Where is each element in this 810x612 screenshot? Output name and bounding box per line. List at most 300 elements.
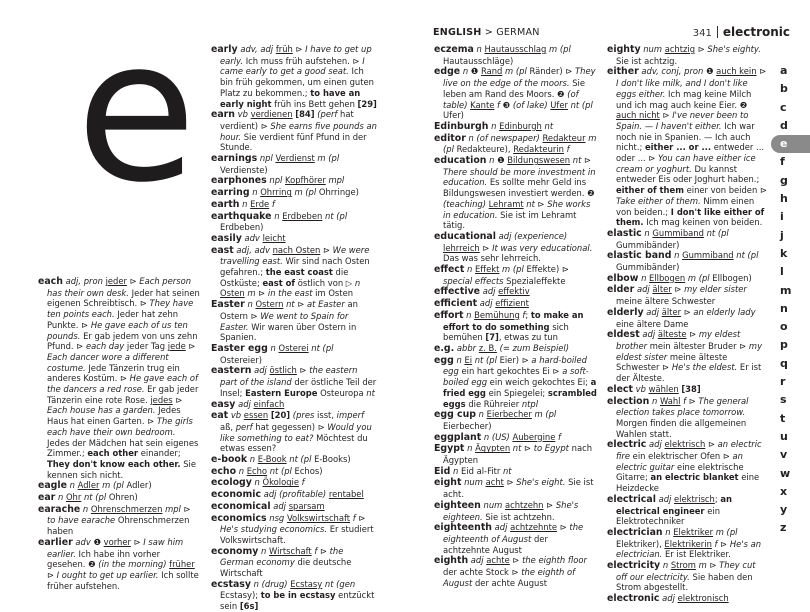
dictionary-entry — [434, 443, 597, 465]
entry-headword: eggplant — [434, 431, 482, 443]
entry-text: [20] — [270, 410, 291, 421]
entry-text: nt — [322, 210, 337, 221]
page-number: 341 — [692, 28, 712, 39]
entry-text: sich bemühen — [443, 321, 569, 343]
entry-text: ❶ — [703, 66, 717, 77]
entry-text: auch nicht — [616, 110, 660, 121]
entry-text: ⊳ I've never been to Spain. — I haven't either. — [616, 110, 749, 131]
entry-text: (pl — [336, 210, 348, 221]
entry-text: (pl — [717, 227, 729, 238]
entry-text: n — [354, 277, 361, 288]
entry-text: Ohrenschmerzen — [90, 503, 163, 514]
entry-headword: election — [607, 395, 650, 407]
dictionary-entry — [211, 343, 377, 365]
entry-text: Verdienste) — [220, 164, 268, 175]
language-arrow: > — [484, 27, 493, 38]
entry-text: Jedes Haus hat einen Garten. — [47, 405, 181, 427]
dictionary-entry — [211, 44, 377, 109]
entry-text: to make an effort to do something — [443, 309, 584, 332]
entry-text: to have an early night — [220, 87, 361, 109]
entry-column-1 — [38, 276, 200, 591]
index-letter-j: j — [780, 228, 784, 242]
entry-headword: elbow — [607, 272, 639, 284]
entry-text: Echo — [246, 465, 268, 476]
entry-text: Ostereier) — [220, 354, 262, 365]
entry-text: nt ⊳ She works in education. — [443, 198, 591, 220]
entry-text: [29] — [357, 98, 377, 109]
entry-text: n — [242, 198, 248, 209]
entry-text: adv, conj, pron — [641, 66, 704, 77]
entry-text: entweder ... oder ... — [616, 142, 765, 164]
dictionary-entry — [38, 480, 200, 492]
entry-text: n — [249, 454, 256, 465]
entry-text: ⊳ He's the eldest. — [662, 362, 738, 373]
entry-text: ⊳ each day — [76, 341, 125, 352]
entry-text: ⊳ a soft-boiled egg — [443, 366, 589, 388]
entry-headword: eighteen — [434, 499, 481, 511]
dictionary-entry — [434, 500, 597, 522]
dictionary-entry — [434, 555, 597, 588]
entry-text: n — [274, 210, 280, 221]
entry-text: nach Ägypten — [443, 443, 592, 466]
entry-text: Ägypten — [475, 443, 511, 454]
entry-headword: ecology — [211, 477, 252, 489]
dictionary-entry — [607, 560, 767, 593]
entry-text: Jeder hat seinen eigenen Schreibtisch. — [47, 287, 200, 309]
entry-headword: egg — [434, 354, 454, 366]
dictionary-entry — [434, 66, 597, 121]
entry-text: lehrreich — [443, 242, 480, 253]
entry-text: Osteuropa — [317, 387, 367, 398]
entry-text: Lehramt — [488, 198, 524, 209]
entry-text: ⊳ I have to get up early. — [220, 44, 372, 66]
dictionary-entry — [607, 273, 767, 285]
entry-text: ⊳ the eighth floor — [512, 555, 587, 566]
entry-text: Rand — [480, 66, 503, 77]
entry-text: vorher — [103, 536, 131, 547]
entry-text: (perf — [317, 109, 338, 120]
entry-text: vb — [237, 109, 248, 120]
entry-text: Möchtest du etwas essen? — [220, 432, 368, 454]
guide-word: electronic — [722, 25, 790, 39]
entry-headword: Eid — [434, 465, 451, 477]
dictionary-entry — [607, 384, 767, 396]
entry-text: vb — [230, 410, 242, 421]
entry-headword: e.g. — [434, 342, 455, 354]
entry-text: ein Elektrotechniker — [616, 505, 721, 527]
entry-text: ⊳ an electric guitar — [616, 451, 743, 472]
entry-headword: ecstasy — [211, 578, 251, 590]
entry-text: ⊳ my elder sister — [674, 284, 747, 295]
entry-text: Echos) — [291, 465, 323, 476]
entry-text: Osten — [220, 288, 245, 299]
entry-text: der achtzehnte August — [443, 533, 548, 555]
entry-text: ⊳ The girls each have their own bedroom. — [47, 416, 193, 437]
entry-text: Ich mag keine Milch und ich mag auch keine Eier. ❷ — [616, 88, 752, 110]
entry-text: ❸ — [500, 99, 513, 110]
entry-text: nt — [503, 465, 512, 476]
entry-text: n — [674, 250, 680, 261]
entry-text: Wir waren über Ostern in Spanien. — [220, 321, 357, 343]
entry-text: adv, adj — [240, 44, 274, 54]
entry-text: nt — [472, 354, 486, 365]
entry-text: Sie ist achtzig. — [616, 55, 678, 66]
entry-text: adv — [244, 232, 260, 243]
entry-text: Sie kennen sich nicht. — [47, 458, 197, 480]
entry-text: die Rühreier — [465, 398, 522, 409]
entry-text: nsg — [269, 512, 285, 523]
index-letter-h: h — [780, 192, 788, 206]
entry-text: ⊳ the eighteenth of August — [443, 522, 584, 544]
entry-headword: e-book — [211, 454, 248, 466]
entry-text: ⊳ She's eighteen. — [443, 499, 579, 522]
entry-headword: eight — [434, 477, 462, 489]
entry-text: adj (profitable) — [263, 489, 327, 500]
entry-text: ⊳ They have ten points each. — [47, 298, 194, 320]
index-letter-k: k — [780, 246, 788, 260]
entry-text: n — [491, 120, 497, 131]
entry-headword: earnings — [211, 153, 258, 165]
entry-text: adj — [494, 522, 508, 533]
entry-text: Kante — [470, 99, 495, 110]
entry-text: [6s] — [239, 601, 259, 612]
entry-headword: efficient — [434, 298, 478, 310]
entry-text: isst, — [314, 410, 337, 421]
entry-text: (pl — [747, 250, 759, 261]
entry-headword: effective — [434, 286, 481, 298]
dictionary-entry — [607, 228, 767, 250]
dictionary-entry — [211, 233, 377, 245]
entry-text: f — [555, 431, 562, 442]
entry-text: adj, pron — [65, 276, 103, 286]
dictionary-entry — [211, 199, 377, 211]
entry-text: nt — [267, 465, 281, 476]
entry-text: f — [299, 477, 305, 488]
entry-text: Ufer) — [443, 110, 464, 121]
entry-text: nt — [322, 578, 337, 589]
entry-text: Ich sollte früher aufstehen. — [47, 569, 199, 591]
entry-text: einer von beiden — [683, 185, 760, 196]
entry-text: Ohren) — [106, 492, 138, 503]
dictionary-entry — [434, 409, 597, 431]
entry-headword: either — [607, 66, 639, 78]
entry-headword: ear — [38, 492, 56, 504]
entry-text: Gummibänder) — [616, 262, 680, 273]
index-letter-e: e — [771, 135, 810, 153]
entry-text: ⊳ I saw him earlier. — [47, 536, 184, 559]
entry-text: (pl — [515, 66, 527, 77]
entry-text: n — [238, 465, 245, 476]
dictionary-entry — [434, 155, 597, 231]
dictionary-entry — [434, 298, 597, 310]
entry-headword: each — [38, 276, 63, 287]
entry-headword: Easter — [211, 299, 245, 311]
entry-text: m — [291, 187, 306, 198]
entry-text: n — [456, 354, 462, 365]
entry-text: n — [254, 477, 260, 488]
entry-text: adj — [254, 365, 267, 376]
dictionary-entry — [38, 276, 200, 480]
entry-text: meine ältere Schwester — [616, 296, 716, 307]
entry-headword: electrical — [607, 493, 656, 505]
entry-text: num — [483, 499, 503, 510]
dictionary-entry — [434, 44, 597, 66]
entry-text: nt — [703, 227, 718, 238]
entry-text: ⊳ I came early to get a good seat. — [220, 55, 365, 77]
entry-text: Spezialeffekte — [503, 275, 566, 286]
entry-text: ⊳ an elderly lady — [683, 306, 756, 317]
entry-text: ⊳ my eldest sister — [616, 340, 763, 362]
index-letter-b: b — [780, 82, 788, 96]
entry-text: [38] — [681, 383, 701, 394]
entry-text: älter — [661, 306, 682, 317]
entry-text: Volkswirtschaft — [286, 512, 351, 523]
entry-text: npl — [259, 153, 273, 164]
entry-text: früh — [275, 44, 293, 54]
page-header — [693, 25, 790, 39]
dictionary-entry — [434, 231, 597, 264]
entry-text: n — [453, 465, 459, 476]
entry-text: Effekte) — [523, 264, 562, 275]
dictionary-entry — [211, 187, 377, 199]
index-letter-z: z — [780, 521, 787, 535]
entry-text: (pl — [581, 99, 593, 110]
entry-text: östlich von ▷ — [295, 277, 355, 288]
entry-text: ⊳ a hard-boiled egg — [443, 354, 587, 377]
dictionary-entry — [607, 307, 767, 329]
entry-text: ⊳ He gave each of the dancers a red rose. — [47, 373, 198, 395]
entry-text: Ich muss früh aufstehen. — [243, 55, 353, 66]
entry-text: ; — [525, 309, 531, 320]
entry-text: adv — [75, 536, 91, 547]
entry-headword: electrician — [607, 526, 663, 538]
dictionary-entry — [211, 454, 377, 466]
entry-text: Eastern Europe — [245, 387, 318, 398]
index-letter-d: d — [780, 118, 788, 132]
entry-text: Gummiband — [682, 250, 734, 261]
entry-text: (pres — [292, 410, 315, 421]
entry-text: Erdbeben) — [220, 222, 264, 233]
entry-text: adj — [662, 593, 675, 604]
entry-text: (pl — [322, 342, 334, 353]
header-divider — [717, 26, 718, 38]
entry-text: m — [99, 480, 113, 491]
dictionary-entry — [434, 286, 597, 298]
entry-text: (pl — [559, 44, 571, 54]
entry-text: mpl ⊳ to have earache — [47, 503, 191, 526]
index-letter-v: v — [780, 448, 788, 462]
entry-text: Ecstasy — [290, 578, 323, 589]
entry-text: elektronisch — [677, 593, 729, 604]
entry-headword: electricity — [607, 560, 661, 572]
entry-text: m — [685, 272, 699, 283]
entry-text: n — [665, 526, 671, 537]
entry-text: früher — [169, 559, 195, 570]
entry-text: ⊳ special effects — [443, 264, 569, 286]
entry-headword: Edinburgh — [434, 120, 489, 132]
entry-text: (gen — [336, 578, 356, 589]
entry-headword: early — [211, 44, 238, 55]
dictionary-entry — [211, 501, 377, 513]
entry-text: nach Osten — [272, 244, 321, 255]
index-letter-n: n — [780, 301, 788, 315]
entry-text: n — [489, 155, 495, 166]
index-letter-f: f — [780, 155, 785, 169]
entry-text: hat gegessen) — [252, 421, 318, 432]
entry-text: die Ostküste; — [220, 267, 349, 288]
entry-text: mpl — [325, 175, 345, 186]
entry-text: wählen — [648, 383, 679, 394]
entry-text: ⊳ the eastern part of the island — [220, 365, 358, 388]
entry-text: Wahl — [659, 395, 681, 406]
entry-text: nt — [286, 454, 301, 465]
entry-text: E-Books) — [311, 454, 351, 465]
entry-text: I don't like either of them. — [616, 206, 765, 228]
entry-text: essen — [243, 410, 269, 421]
entry-text: n — [57, 492, 64, 503]
entry-text: n — [641, 272, 647, 283]
entry-text: n — [261, 545, 267, 556]
dictionary-entry — [607, 66, 767, 228]
entry-text: (pl — [485, 354, 497, 365]
entry-text: (of lake) — [512, 99, 548, 110]
entry-text: (teaching) — [443, 198, 486, 209]
entry-text: achtzehnte — [510, 522, 558, 533]
entry-text: adj — [642, 329, 656, 340]
entry-headword: education — [434, 155, 487, 167]
entry-text: Ellbogen) — [709, 272, 752, 283]
entry-text: der östliche Teil der Insel; — [220, 377, 377, 398]
dictionary-entry — [211, 399, 377, 411]
entry-text: rentabel — [328, 489, 364, 500]
entry-text: Nimm einen von beiden.; — [616, 195, 755, 217]
index-letter-u: u — [780, 429, 788, 443]
entry-text: Jede Tänzerin trug ein anderes Kostüm. — [47, 362, 180, 384]
entry-headword: elderly — [607, 306, 644, 318]
entry-text: achte — [486, 555, 510, 566]
entry-text: f ⊳ The general election takes place tomorrow. — [616, 395, 749, 418]
entry-text: adj — [649, 439, 662, 450]
entry-text: ⊳ He gave each of us ten pounds. — [47, 319, 188, 341]
entry-text: (pl — [726, 526, 738, 537]
index-letter-m: m — [780, 283, 792, 297]
dictionary-entry — [211, 579, 377, 612]
dictionary-entry — [434, 133, 597, 155]
entry-text: Eid al-Fitr — [458, 465, 503, 476]
dictionary-entry — [434, 355, 597, 410]
index-letter-t: t — [780, 411, 786, 425]
entry-text: m — [499, 264, 513, 275]
entry-headword: elastic band — [607, 250, 672, 262]
entry-text: Er gab jeder Tänzerin eine rote Rose. — [47, 384, 199, 405]
entry-text: nt — [733, 250, 748, 261]
entry-headword: earn — [211, 109, 235, 121]
entry-headword: eastern — [211, 365, 252, 377]
entry-text: hat verdient) — [220, 109, 354, 131]
index-letter-c: c — [780, 100, 787, 114]
entry-text: m ⊳ in the east — [244, 288, 313, 299]
entry-text: adj — [482, 286, 496, 297]
entry-text: z. B. — [478, 342, 497, 353]
entry-text: ⊳ Take either of them. — [616, 185, 767, 206]
dictionary-entry — [211, 175, 377, 187]
entry-text: nt ⊳ at Easter — [283, 299, 345, 310]
entry-text: Ich mag keinen von beiden. — [643, 217, 763, 228]
entry-headword: eagle — [38, 480, 67, 492]
entry-text: n — [252, 187, 258, 198]
entry-text: Er studiert Volkswirtschaft. — [220, 524, 374, 545]
dictionary-entry — [38, 504, 200, 537]
entry-text: Er ist Elektriker. — [662, 549, 731, 560]
section-letter: e — [76, 0, 197, 226]
entry-text: effektiv — [498, 286, 530, 297]
entry-text: n (US) — [483, 431, 510, 442]
entry-text: adj — [238, 398, 251, 409]
entry-headword: elder — [607, 284, 635, 296]
entry-text: verdienen — [250, 109, 293, 120]
dictionary-entry — [211, 299, 377, 343]
entry-text: der achte August — [472, 577, 548, 588]
entry-text: älteste — [657, 329, 687, 340]
entry-text: east of — [262, 277, 296, 288]
entry-text: (pl — [328, 153, 340, 164]
entry-headword: electronic — [607, 593, 660, 605]
entry-headword: earache — [38, 503, 81, 515]
entry-text: (of table) — [443, 88, 579, 110]
entry-text: n — [644, 227, 650, 238]
entry-text: der achte Stock — [443, 567, 512, 578]
entry-headword: easily — [211, 232, 242, 244]
entry-text: ein weich gekochtes Ei; — [487, 377, 591, 388]
entry-text: leicht — [262, 232, 286, 243]
dictionary-entry — [211, 513, 377, 546]
entry-headword: earphones — [211, 175, 267, 187]
entry-text: Das was sehr lehrreich. — [443, 253, 541, 264]
entry-headword: economics — [211, 512, 267, 524]
entry-headword: eat — [211, 410, 229, 422]
dictionary-entry — [211, 410, 377, 454]
entry-text: Ei — [464, 354, 473, 365]
entry-text: Eierbecher) — [443, 420, 492, 431]
index-letter-s: s — [780, 393, 787, 407]
entry-text: ntpl — [521, 398, 539, 409]
entry-column-4 — [607, 44, 767, 605]
entry-text: imperf — [336, 410, 365, 421]
entry-text: f — [519, 309, 526, 320]
entry-text: ⊳ You can have either ice cream or yoghurt. — [616, 153, 756, 174]
entry-text: (pl — [545, 409, 557, 420]
entry-headword: economical — [211, 500, 271, 512]
entry-text: Redakteure), — [453, 144, 514, 155]
entry-text: Verdienst — [275, 153, 315, 164]
entry-text: Er ist der Älteste. — [616, 362, 762, 384]
entry-text: either ... or ... — [644, 142, 712, 153]
entry-text: meine älteste Schwester — [616, 351, 728, 373]
entry-text: ⊳ I ought to get up earlier. — [47, 569, 159, 580]
entry-text: nt — [308, 342, 323, 353]
entry-headword: effect — [434, 264, 465, 276]
entry-text: npl — [269, 175, 283, 186]
entry-text: Hautausschlag — [484, 44, 547, 54]
entry-headword: edge — [434, 66, 461, 78]
entry-text: Ecstasy); — [220, 590, 261, 601]
entry-text: ❶ — [468, 66, 481, 77]
entry-text: Gummibänder) — [616, 239, 680, 250]
dictionary-entry — [607, 593, 767, 605]
entry-text: either of them — [616, 185, 684, 196]
entry-text: n (of newspaper) — [468, 132, 540, 143]
entry-text: adj (experience) — [498, 230, 568, 241]
